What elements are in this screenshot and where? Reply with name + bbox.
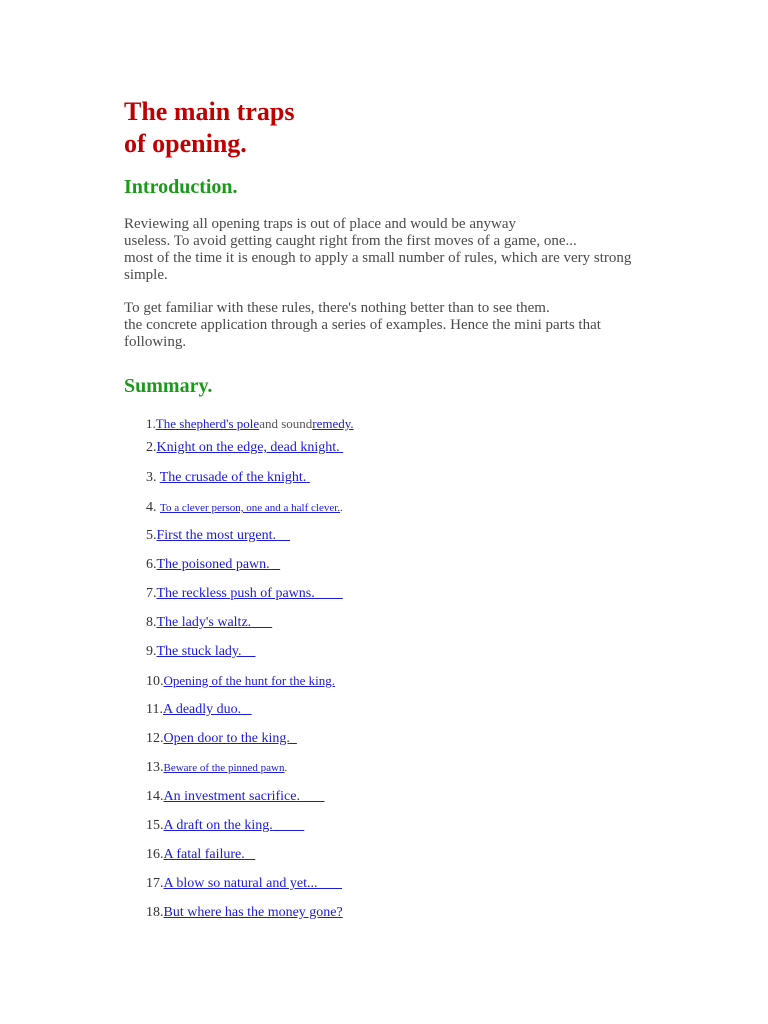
summary-item-link[interactable]: Open door to the king.	[163, 731, 290, 746]
summary-item	[146, 702, 252, 718]
summary-item-link[interactable]: The stuck lady.	[156, 644, 242, 659]
summary-item-number: 13.	[146, 760, 164, 775]
summary-item-link-tail[interactable]	[241, 702, 252, 717]
summary-item	[146, 615, 272, 631]
summary-item	[146, 470, 310, 486]
summary-item-number: 14.	[146, 789, 164, 804]
summary-item-number: 9.	[146, 644, 157, 659]
paragraph-line: most of the time it is enough to apply a small number of rules, which are very strong	[124, 250, 632, 266]
summary-item-link[interactable]: Opening of the hunt for the king.	[163, 673, 335, 688]
summary-item-link[interactable]: The poisoned pawn.	[156, 557, 270, 572]
summary-item-text: and sound	[259, 416, 313, 431]
summary-list	[124, 416, 684, 936]
summary-item-number: 4.	[146, 500, 160, 515]
summary-item-link[interactable]: Beware of the pinned pawn	[163, 762, 285, 774]
summary-item-number: 10.	[146, 674, 164, 689]
paragraph-line: simple.	[124, 267, 168, 283]
summary-item-number: 15.	[146, 818, 164, 833]
summary-item-link[interactable]: First the most urgent.	[156, 528, 277, 543]
summary-item	[146, 500, 343, 516]
summary-item-link[interactable]: A fatal failure.	[163, 847, 245, 862]
summary-item-link[interactable]: The shepherd's pole	[155, 416, 260, 431]
introduction-heading: Introduction.	[124, 176, 238, 198]
introduction-paragraph-1	[124, 216, 684, 284]
summary-item	[146, 644, 256, 660]
summary-item	[146, 673, 335, 690]
summary-item-link[interactable]: remedy.	[312, 416, 354, 431]
summary-item	[146, 818, 304, 834]
summary-item-link-tail[interactable]	[273, 818, 305, 833]
summary-item	[146, 760, 287, 776]
summary-item-number: 11.	[146, 702, 163, 717]
summary-item-link[interactable]: An investment sacrifice.	[163, 789, 300, 804]
title-line-2: of opening.	[124, 129, 247, 158]
summary-item	[146, 528, 290, 544]
summary-item-link[interactable]: A draft on the king.	[163, 818, 273, 833]
summary-item-link[interactable]: The crusade of the knight.	[159, 470, 307, 485]
summary-item	[146, 416, 354, 432]
summary-item-link[interactable]: But where has the money gone?	[163, 905, 343, 920]
summary-item-number: 8.	[146, 615, 157, 630]
summary-item-link[interactable]: A blow so natural and yet...	[163, 876, 318, 891]
summary-item-number: 17.	[146, 876, 164, 891]
paragraph-line: following.	[124, 334, 187, 350]
summary-item-link-tail[interactable]	[276, 528, 290, 543]
summary-item-number: 12.	[146, 731, 164, 746]
summary-item-number: 7.	[146, 586, 157, 601]
summary-item-link-tail[interactable]	[306, 470, 310, 485]
summary-item-link-tail[interactable]	[290, 731, 297, 746]
page-title	[124, 96, 684, 160]
summary-item	[146, 847, 255, 863]
summary-item-link[interactable]: The reckless push of pawns.	[156, 586, 315, 601]
summary-item-link-tail[interactable]	[270, 557, 281, 572]
summary-item-link-tail[interactable]	[340, 440, 344, 455]
summary-item-link-tail[interactable]	[245, 847, 256, 862]
summary-item-link-tail[interactable]	[317, 876, 342, 891]
summary-item-number: 16.	[146, 847, 164, 862]
paragraph-line: To get familiar with these rules, there's nothing better than to see them.	[124, 300, 550, 316]
summary-item	[146, 789, 324, 805]
summary-item-number: 18.	[146, 905, 164, 920]
summary-item	[146, 905, 343, 921]
summary-item-number: 3.	[146, 470, 160, 485]
summary-item	[146, 557, 280, 573]
summary-item-link[interactable]: A deadly duo.	[162, 702, 242, 717]
summary-item-link-tail[interactable]	[242, 644, 256, 659]
document-page	[124, 96, 684, 936]
summary-item-number: 2.	[146, 440, 157, 455]
paragraph-line: the concrete application through a series of examples. Hence the mini parts that	[124, 317, 601, 333]
summary-item-link[interactable]: The lady's waltz.	[156, 615, 252, 630]
introduction-paragraph-2	[124, 300, 684, 351]
summary-item-number: 6.	[146, 557, 157, 572]
title-line-1: The main traps	[124, 97, 295, 126]
summary-item-number: 5.	[146, 528, 157, 543]
summary-item-link-tail[interactable]	[300, 789, 325, 804]
paragraph-line: Reviewing all opening traps is out of place and would be anyway	[124, 216, 516, 232]
summary-item	[146, 440, 343, 456]
paragraph-line: useless. To avoid getting caught right from the first moves of a game, one...	[124, 233, 577, 249]
summary-item	[146, 586, 343, 602]
summary-item-period: .	[340, 502, 343, 514]
summary-heading: Summary.	[124, 375, 213, 397]
summary-item-link[interactable]: To a clever person, one and a half clever.	[160, 502, 341, 514]
summary-item-link-tail[interactable]	[251, 615, 272, 630]
summary-item	[146, 731, 297, 747]
summary-item-link-tail[interactable]	[315, 586, 343, 601]
summary-item	[146, 876, 342, 892]
summary-item-period: .	[284, 762, 288, 774]
summary-item-link[interactable]: Knight on the edge, dead knight.	[156, 440, 340, 455]
summary-item-number: 1.	[146, 416, 156, 431]
